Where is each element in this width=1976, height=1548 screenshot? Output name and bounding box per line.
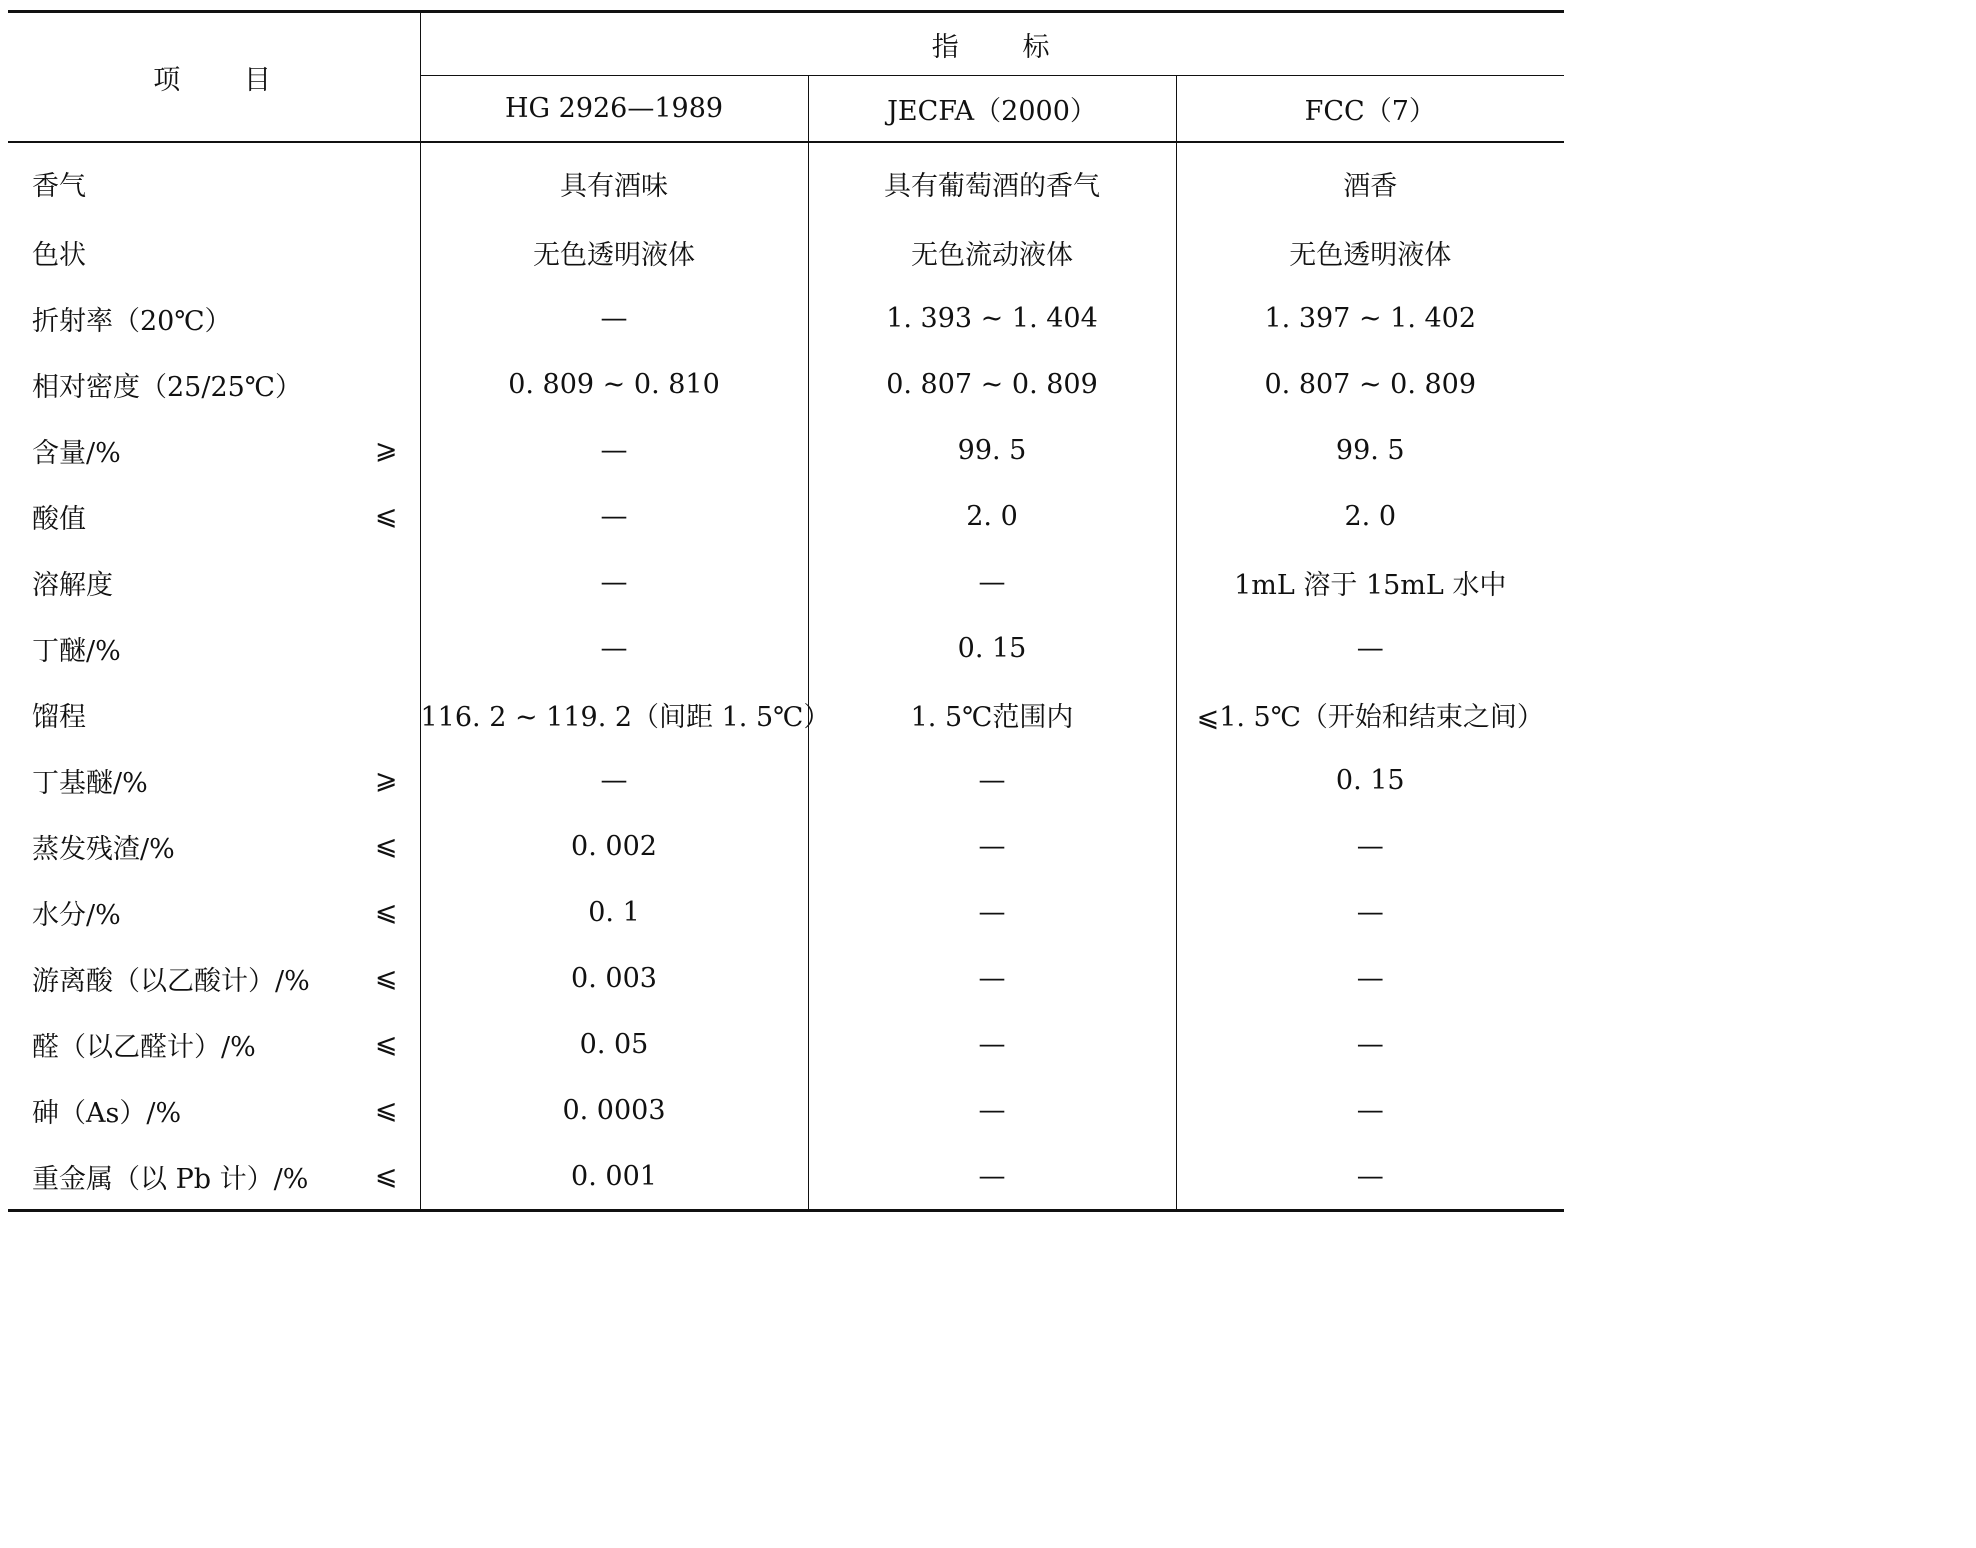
table-row <box>8 142 1564 219</box>
value-fcc: — <box>1356 1094 1384 1126</box>
table-row <box>8 747 1564 813</box>
table-row <box>8 549 1564 615</box>
value-jecfa: — <box>808 813 1176 879</box>
row-label-cell <box>8 285 420 351</box>
row-label-cell <box>8 1011 420 1077</box>
row-label-cell <box>8 351 420 417</box>
value-jecfa: 0. 807 ~ 0. 809 <box>808 351 1176 417</box>
value-fcc: — <box>1356 632 1384 664</box>
row-label-cell <box>8 1143 420 1211</box>
row-label-cell <box>8 879 420 945</box>
value-fcc: 无色透明液体 <box>1289 239 1452 271</box>
row-label: 相对密度（25/25℃） <box>32 371 303 403</box>
value-jecfa: — <box>808 879 1176 945</box>
value-fcc: — <box>1356 896 1384 928</box>
row-label: 蒸发残渣/% <box>32 833 175 865</box>
value-fcc: 2. 0 <box>1344 500 1397 532</box>
limit-symbol: ⩽ <box>374 1160 398 1192</box>
spec-table <box>8 10 1564 1212</box>
limit-symbol: ⩾ <box>374 764 398 796</box>
table-row <box>8 1143 1564 1211</box>
table-row <box>8 945 1564 1011</box>
value-hg: — <box>420 285 808 351</box>
row-label-cell <box>8 219 420 285</box>
table-row <box>8 351 1564 417</box>
row-label: 重金属（以 Pb 计）/% <box>32 1163 309 1195</box>
row-label-cell <box>8 549 420 615</box>
limit-symbol: ⩽ <box>374 830 398 862</box>
table-row <box>8 1011 1564 1077</box>
value-jecfa: 0. 15 <box>808 615 1176 681</box>
value-hg: 0. 003 <box>420 945 808 1011</box>
row-label: 酸值 <box>32 503 86 535</box>
limit-symbol: ⩽ <box>374 500 398 532</box>
table-header <box>8 12 1564 143</box>
value-hg: 0. 002 <box>420 813 808 879</box>
item-column-header: 项 目 <box>8 12 420 143</box>
value-jecfa: 1. 393 ~ 1. 404 <box>808 285 1176 351</box>
row-label-cell <box>8 1077 420 1143</box>
value-hg: 0. 1 <box>420 879 808 945</box>
value-fcc: 1mL 溶于 15mL 水中 <box>1234 569 1507 601</box>
row-label: 醛（以乙醛计）/% <box>32 1031 256 1063</box>
value-hg: — <box>420 747 808 813</box>
limit-symbol: ⩾ <box>374 434 398 466</box>
value-fcc: 99. 5 <box>1335 434 1405 466</box>
row-label: 含量/% <box>32 437 121 469</box>
row-label: 丁基醚/% <box>32 767 148 799</box>
index-column-header: 指 标 <box>420 12 1564 76</box>
row-label-cell <box>8 681 420 747</box>
table-row <box>8 1077 1564 1143</box>
value-fcc: — <box>1356 1028 1384 1060</box>
value-jecfa: 无色流动液体 <box>808 219 1176 285</box>
value-jecfa: — <box>808 945 1176 1011</box>
value-jecfa: 2. 0 <box>808 483 1176 549</box>
table-row <box>8 285 1564 351</box>
row-label-cell <box>8 417 420 483</box>
row-label-cell <box>8 483 420 549</box>
standard-header-hg: HG 2926—1989 <box>420 76 808 142</box>
value-jecfa: 99. 5 <box>808 417 1176 483</box>
value-fcc: 1. 397 ~ 1. 402 <box>1264 302 1477 334</box>
limit-symbol: ⩽ <box>374 1094 398 1126</box>
value-hg: — <box>420 483 808 549</box>
value-hg: 无色透明液体 <box>420 219 808 285</box>
value-jecfa: 1. 5℃范围内 <box>808 681 1176 747</box>
limit-symbol: ⩽ <box>374 896 398 928</box>
value-fcc: 酒香 <box>1343 170 1398 202</box>
row-label-cell <box>8 615 420 681</box>
value-fcc: 0. 15 <box>1335 764 1405 796</box>
value-hg: 0. 809 ~ 0. 810 <box>420 351 808 417</box>
table-row <box>8 615 1564 681</box>
value-hg: — <box>420 615 808 681</box>
value-jecfa: — <box>808 1077 1176 1143</box>
standard-header-jecfa: JECFA（2000） <box>808 76 1176 142</box>
value-hg: 0. 0003 <box>420 1077 808 1143</box>
value-jecfa: — <box>808 549 1176 615</box>
table-row <box>8 879 1564 945</box>
value-jecfa: — <box>808 747 1176 813</box>
value-jecfa: 具有葡萄酒的香气 <box>808 142 1176 219</box>
value-hg: 0. 05 <box>420 1011 808 1077</box>
value-fcc: — <box>1356 962 1384 994</box>
row-label: 游离酸（以乙酸计）/% <box>32 965 310 997</box>
table-row <box>8 483 1564 549</box>
limit-symbol: ⩽ <box>374 962 398 994</box>
value-fcc: — <box>1356 830 1384 862</box>
table-row <box>8 219 1564 285</box>
value-fcc: — <box>1176 1143 1564 1211</box>
value-jecfa: — <box>808 1011 1176 1077</box>
value-hg: 0. 001 <box>420 1143 808 1211</box>
row-label: 丁醚/% <box>32 635 121 667</box>
row-label: 折射率（20℃） <box>32 305 232 337</box>
value-hg: 具有酒味 <box>420 142 808 219</box>
row-label-cell <box>8 142 420 219</box>
row-label-cell <box>8 813 420 879</box>
spec-table-container <box>8 10 1564 1212</box>
row-label: 砷（As）/% <box>32 1097 182 1129</box>
table-body <box>8 142 1564 1211</box>
row-label: 馏程 <box>32 701 86 733</box>
value-hg: — <box>420 417 808 483</box>
row-label-cell <box>8 747 420 813</box>
value-hg: — <box>420 549 808 615</box>
row-label: 溶解度 <box>32 569 113 601</box>
table-row <box>8 813 1564 879</box>
row-label: 色状 <box>32 239 86 271</box>
standard-header-fcc: FCC（7） <box>1176 76 1564 142</box>
limit-symbol: ⩽ <box>374 1028 398 1060</box>
table-row <box>8 417 1564 483</box>
value-hg: 116. 2 ~ 119. 2（间距 1. 5℃） <box>420 681 808 747</box>
table-row <box>8 681 1564 747</box>
row-label: 水分/% <box>32 899 121 931</box>
row-label-cell <box>8 945 420 1011</box>
value-jecfa: — <box>808 1143 1176 1211</box>
row-label: 香气 <box>32 170 86 202</box>
value-fcc: 0. 807 ~ 0. 809 <box>1264 368 1477 400</box>
value-fcc: ⩽1. 5℃（开始和结束之间） <box>1196 701 1544 733</box>
